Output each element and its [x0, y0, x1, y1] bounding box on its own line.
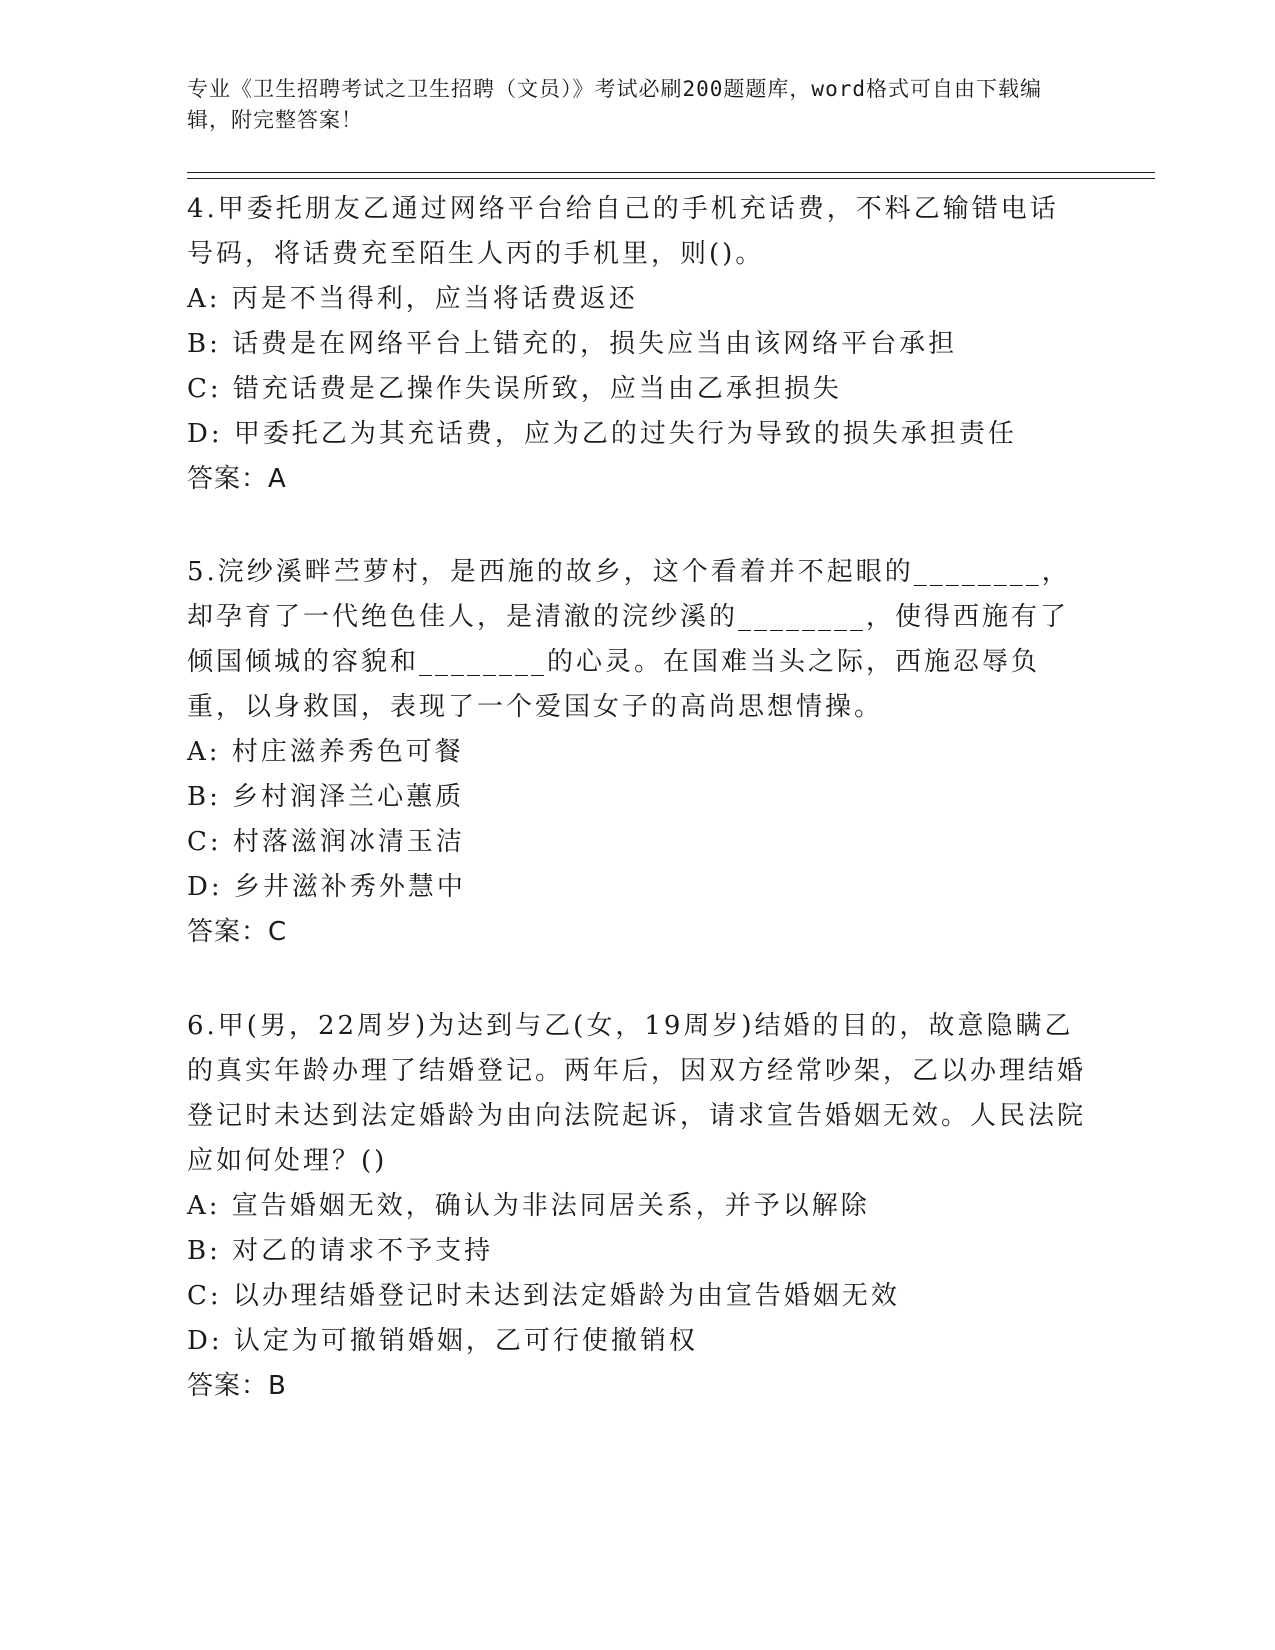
header-divider-top	[187, 172, 1155, 173]
question-4	[187, 187, 1087, 502]
question-5	[187, 550, 1087, 955]
header-divider-bottom	[187, 178, 1155, 179]
question-stem: 6.甲(男，22周岁)为达到与乙(女，19周岁)结婚的目的，故意隐瞒乙的真实年龄办理了结婚登记。两年后，因双方经常吵架，乙以办理结婚登记时未达到法定婚龄为由向法院起诉，请求宣告婚姻无效。人民法院应如何处理？()	[187, 1011, 1087, 1176]
option-c: C: 村落滋润冰清玉洁	[187, 827, 465, 857]
option-d: D: 认定为可撤销婚姻，乙可行使撤销权	[187, 1326, 698, 1356]
answer-label: 答案：B	[187, 1371, 287, 1401]
option-b: B: 乡村润泽兰心蕙质	[187, 782, 465, 812]
option-a: A: 宣告婚姻无效，确认为非法同居关系，并予以解除	[187, 1191, 870, 1221]
option-b: B: 话费是在网络平台上错充的，损失应当由该网络平台承担	[187, 329, 958, 359]
question-stem: 4.甲委托朋友乙通过网络平台给自己的手机充话费，不料乙输错电话号码，将话费充至陌生人丙的手机里，则()。	[187, 194, 1059, 269]
option-c: C: 错充话费是乙操作失误所致，应当由乙承担损失	[187, 374, 842, 404]
answer-label: 答案：A	[187, 464, 287, 494]
question-6	[187, 1004, 1087, 1409]
option-c: C: 以办理结婚登记时未达到法定婚龄为由宣告婚姻无效	[187, 1281, 900, 1311]
option-d: D: 甲委托乙为其充话费，应为乙的过失行为导致的损失承担责任	[187, 419, 1017, 449]
document-header: 专业《卫生招聘考试之卫生招聘（文员）》考试必刷200题题库，word格式可自由下载编辑，附完整答案！	[187, 77, 1042, 132]
question-stem: 5.浣纱溪畔苎萝村，是西施的故乡，这个看着并不起眼的________，却孕育了一代绝色佳人，是清澈的浣纱溪的________，使得西施有了倾国倾城的容貌和________的心灵。在国难当头之际，西施忍辱负重，以身救国，表现了一个爱国女子的高尚思想情操。	[187, 557, 1071, 722]
option-a: A: 村庄滋养秀色可餐	[187, 737, 464, 767]
answer-label: 答案：C	[187, 917, 288, 947]
option-b: B: 对乙的请求不予支持	[187, 1236, 494, 1266]
option-a: A: 丙是不当得利，应当将话费返还	[187, 284, 638, 314]
option-d: D: 乡井滋补秀外慧中	[187, 872, 466, 902]
